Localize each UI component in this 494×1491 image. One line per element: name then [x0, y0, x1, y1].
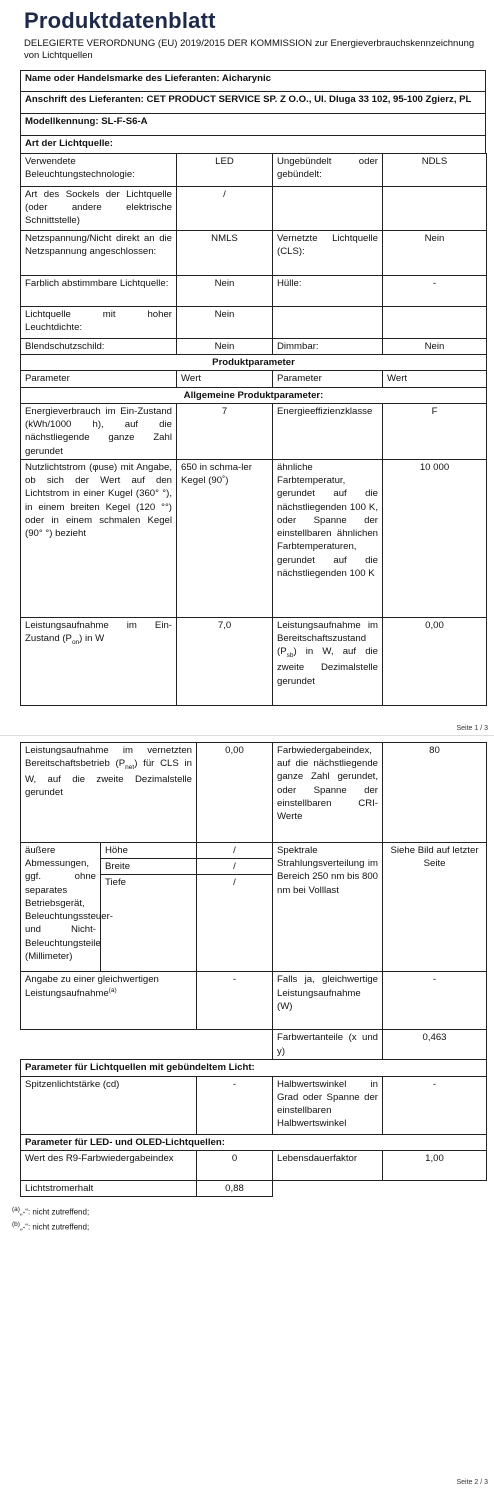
dim-height-label: Höhe: [101, 843, 197, 859]
row-label: Farbwertanteile (x und y): [273, 1030, 383, 1060]
light-source-table: [20, 153, 487, 706]
table-row: [21, 1076, 487, 1134]
row-label: Lichtquelle mit hoher Leuchtdichte:: [21, 307, 177, 339]
row-label: Lebensdauerfaktor: [273, 1150, 383, 1180]
page-number: Seite 1 / 3: [456, 725, 488, 732]
directional-header: Parameter für Lichtquellen mit gebündeltem Licht:: [21, 1060, 487, 1076]
row-label: Spektrale Strahlungsverteilung im Bereich 250 nm bis 800 nm bei Volllast: [273, 843, 383, 972]
table-row: [21, 743, 487, 843]
col-header: Parameter: [273, 371, 383, 387]
dim-height-value: /: [197, 843, 273, 859]
dim-width-label: Breite: [101, 859, 197, 875]
row-value: [383, 187, 487, 231]
col-header: Wert: [177, 371, 273, 387]
row-label: Netzspannung/Nicht direkt an die Netzspannung angeschlossen:: [21, 231, 177, 276]
row-value: Nein: [177, 276, 273, 307]
page-1: [0, 0, 494, 732]
row-label: Vernetzte Lichtquelle (CLS):: [273, 231, 383, 276]
dim-depth-value: /: [197, 875, 273, 972]
row-label: Verwendete Beleuchtungstechnologie:: [21, 154, 177, 187]
row-label: Wert des R9-Farbwiedergabeindex: [21, 1150, 197, 1180]
row-value: 80: [383, 743, 487, 843]
col-header: Parameter: [21, 371, 177, 387]
row-label: Energieverbrauch im Ein-Zustand (kWh/1000 h), auf die nächstliegende ganze Zahl gerundet: [21, 403, 177, 459]
footnote-a: $^{(a)}$„-“: nicht zutreffend;: [12, 1206, 90, 1217]
model-id: Modellkennung: SL-F-S6-A: [21, 114, 486, 136]
row-value: -: [383, 972, 487, 1030]
supplier-name: Name oder Handelsmarke des Lieferanten: Aicharynic: [21, 71, 486, 92]
row-value: 0,463: [383, 1030, 487, 1060]
row-label: Ungebündelt oder gebündelt:: [273, 154, 383, 187]
row-label: Leistungsaufnahme im vernetzten Bereitschaftsbetrieb $(P_{net})$ für CLS in W, auf die zweite Dezimalstelle gerundet: [21, 743, 197, 843]
row-label: [273, 187, 383, 231]
footnote-b: $^{(b)}$„-“: nicht zutreffend;: [12, 1221, 90, 1232]
table-row: [21, 307, 487, 339]
row-label: Energieeffizienzklasse: [273, 403, 383, 459]
row-value: LED: [177, 154, 273, 187]
row-label: Art des Sockels der Lichtquelle (oder andere elektrische Schnittstelle): [21, 187, 177, 231]
row-value: 10 000: [383, 459, 487, 617]
table-row: [21, 339, 487, 355]
empty-cell: [273, 1180, 487, 1196]
row-value: [383, 307, 487, 339]
page-title: Produktdatenblatt: [24, 8, 216, 33]
empty-cell: [21, 1030, 273, 1060]
row-value: Nein: [177, 307, 273, 339]
row-label: Leistungsaufnahme im Bereitschaftszustand $(P_{sb})$ in W, auf die zweite Dezimalstelle gerundet: [273, 617, 383, 705]
table-row: [21, 843, 487, 859]
row-value: 0,88: [197, 1180, 273, 1196]
row-value: Siehe Bild auf letzter Seite: [383, 843, 487, 972]
source-type-header: Art der Lichtquelle:: [21, 136, 486, 154]
general-params-header: Allgemeine Produktparameter:: [21, 387, 487, 403]
table-row: [21, 459, 487, 617]
row-value: 7: [177, 403, 273, 459]
row-label: Spitzenlichtstärke (cd): [21, 1076, 197, 1134]
table-row: [21, 1150, 487, 1180]
col-header: Wert: [383, 371, 487, 387]
dimensions-label: äußere Abmessungen, ggf. ohne separates Betriebsgerät, Beleuchtungssteuer- und Nicht-Beleuchtungsteile (Millimeter): [21, 843, 101, 972]
table-header-row: [21, 371, 487, 387]
row-value: -: [383, 1076, 487, 1134]
row-label: Halbwertswinkel in Grad oder Spanne der einstellbaren Halbwertswinkel: [273, 1076, 383, 1134]
row-value: -: [197, 972, 273, 1030]
params-table-2: [20, 742, 487, 1197]
row-value: /: [177, 187, 273, 231]
row-value: 0,00: [383, 617, 487, 705]
dim-width-value: /: [197, 859, 273, 875]
table-row: [21, 972, 487, 1030]
row-label: Farbwiedergabeindex, auf die nächstliegende ganze Zahl gerundet, oder Spanne der einstellbaren CRI-Werte: [273, 743, 383, 843]
row-label: Farblich abstimmbare Lichtquelle:: [21, 276, 177, 307]
row-value: Nein: [383, 231, 487, 276]
table-row: [21, 403, 487, 459]
row-value: -: [197, 1076, 273, 1134]
row-value: NMLS: [177, 231, 273, 276]
row-label: [273, 307, 383, 339]
table-row: [21, 1180, 487, 1196]
row-label: ähnliche Farbtemperatur, gerundet auf die nächstliegenden 100 K, oder Spanne der einstellbaren ähnlichen Farbtemperaturen, gerundet auf die nächstliegenden 100 K: [273, 459, 383, 617]
row-label: Lichtstromerhalt: [21, 1180, 197, 1196]
supplier-table: [20, 70, 486, 154]
row-label: Angabe zu einer gleichwertigen Leistungsaufnahme$^{(a)}$: [21, 972, 197, 1030]
row-value: 0: [197, 1150, 273, 1180]
row-value: -: [383, 276, 487, 307]
page-number: Seite 2 / 3: [456, 1479, 488, 1486]
regulation-text: DELEGIERTE VERORDNUNG (EU) 2019/2015 DER KOMMISSION zur Energieverbrauchskennzeichnung von Lichtquellen: [24, 38, 475, 62]
table-row: [21, 231, 487, 276]
row-value: Nein: [177, 339, 273, 355]
product-params-header: Produktparameter: [21, 355, 487, 371]
row-value: 0,00: [197, 743, 273, 843]
table-row: [21, 154, 487, 187]
dim-depth-label: Tiefe: [101, 875, 197, 972]
led-header: Parameter für LED- und OLED-Lichtquellen:: [21, 1134, 487, 1150]
row-value: 1,00: [383, 1150, 487, 1180]
row-value: F: [383, 403, 487, 459]
row-value: Nein: [383, 339, 487, 355]
table-row: [21, 276, 487, 307]
row-label: Nutzlichtstrom (φuse) mit Angabe, ob sich der Wert auf den Lichtstrom in einer Kugel (360° °), in einem breiten Kegel (120 °°) oder in einem schmalen Kegel (90° °) bezieht: [21, 459, 177, 617]
row-value: NDLS: [383, 154, 487, 187]
row-value: 7,0: [177, 617, 273, 705]
row-label: Falls ja, gleichwertige Leistungsaufnahme (W): [273, 972, 383, 1030]
row-label: Leistungsaufnahme im Ein-Zustand $(P_{on})$ in W: [21, 617, 177, 705]
table-row: [21, 617, 487, 705]
table-row: [21, 1030, 487, 1060]
row-label: Dimmbar:: [273, 339, 383, 355]
footnotes: [12, 1204, 89, 1235]
row-label: Hülle:: [273, 276, 383, 307]
page-2: [0, 735, 494, 1491]
supplier-address: Anschrift des Lieferanten: CET PRODUCT SERVICE SP. Z O.O., Ul. Dluga 33 102, 95-100 Zgierz, PL: [21, 92, 486, 114]
row-value: 650 in schma-ler Kegel (90˚): [177, 459, 273, 617]
table-row: [21, 187, 487, 231]
row-label: Blendschutzschild:: [21, 339, 177, 355]
